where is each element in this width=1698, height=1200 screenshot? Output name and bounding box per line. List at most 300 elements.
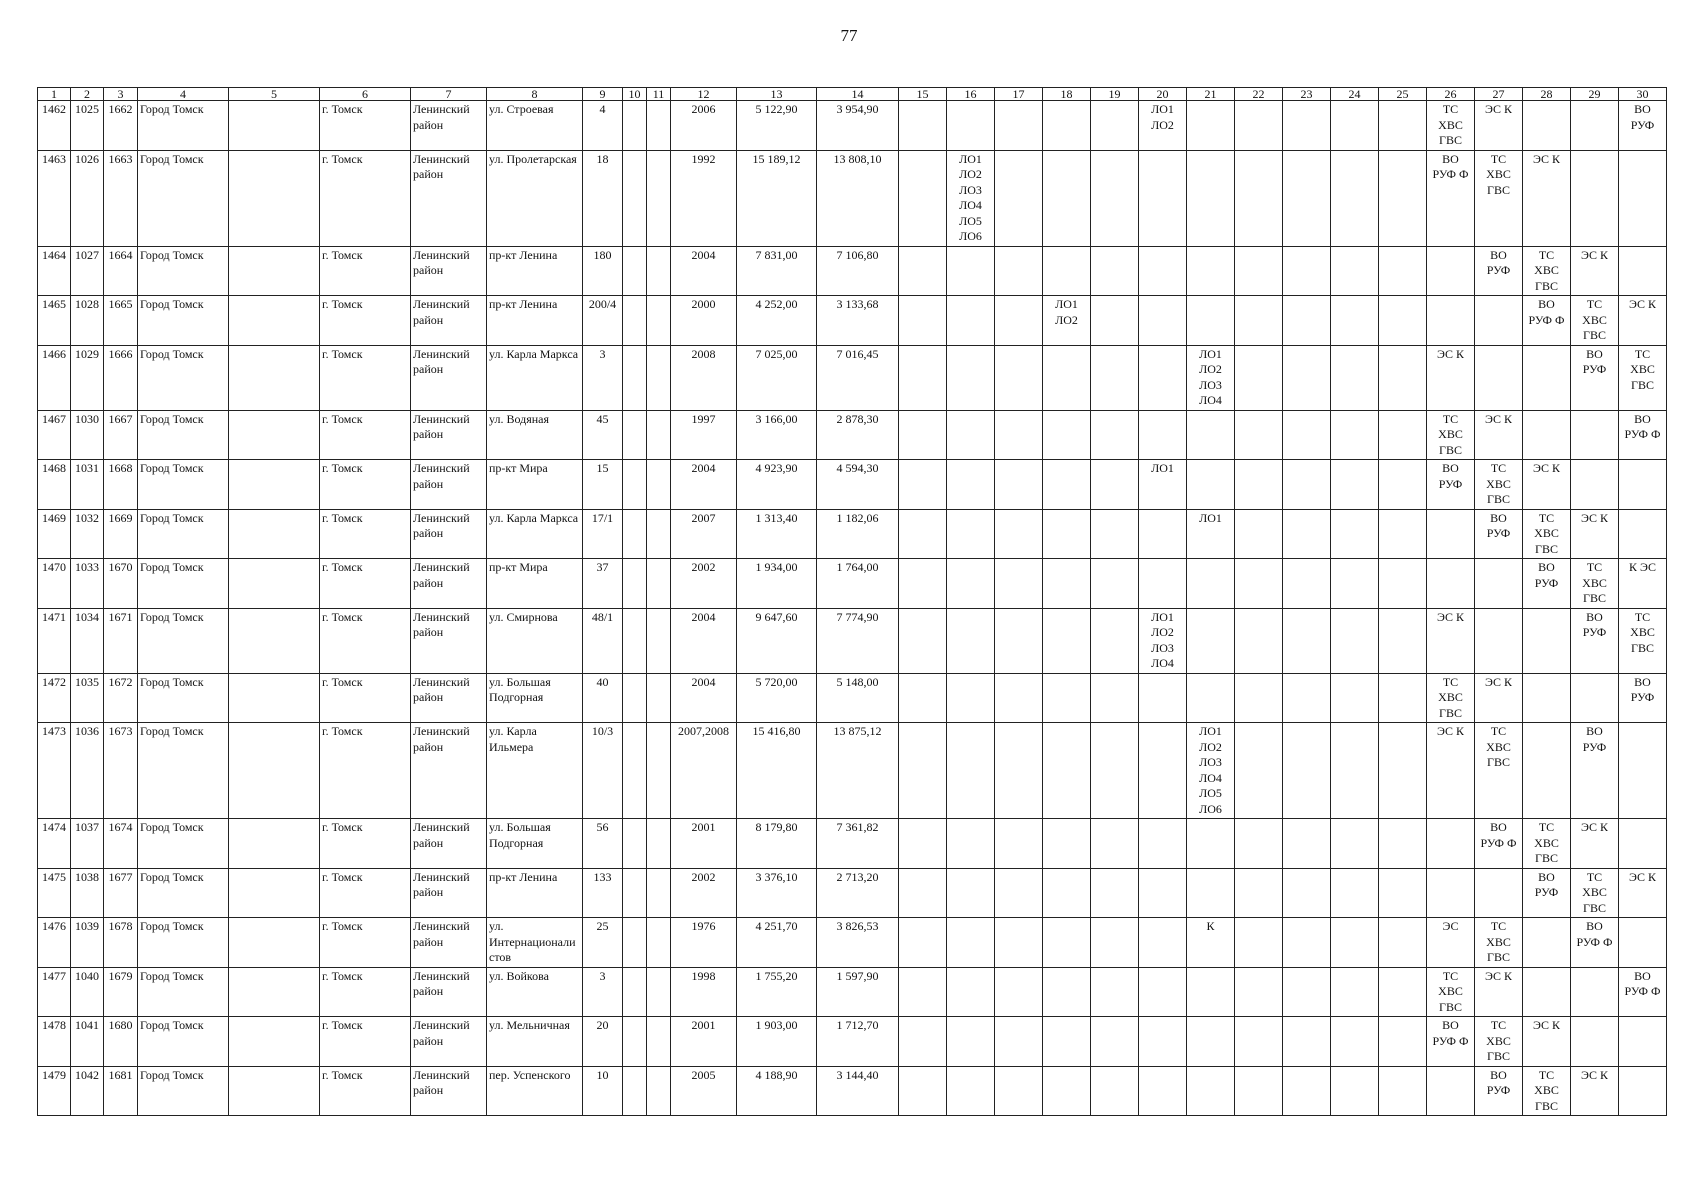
table-cell [1235,101,1283,151]
table-cell [1091,410,1139,460]
table-cell [647,559,671,609]
table-cell: ЛО1 ЛО2 ЛО3 ЛО4 ЛО5 ЛО6 [947,150,995,246]
table-cell [947,1066,995,1116]
column-number-row [38,88,1667,101]
table-cell [947,246,995,296]
column-header: 16 [947,88,995,101]
column-header: 10 [623,88,647,101]
table-cell [899,559,947,609]
table-cell: 2004 [671,673,737,723]
table-cell: 1 712,70 [817,1017,899,1067]
table-cell [1043,868,1091,918]
table-cell [947,819,995,869]
table-cell: ВО РУФ [1571,608,1619,673]
table-cell [1235,150,1283,246]
table-cell [229,101,320,151]
table-cell: ЛО1 [1139,460,1187,510]
table-cell [1187,967,1235,1017]
table-cell: Ленинский район [411,868,487,918]
table-cell [1379,819,1427,869]
table-cell [1331,296,1379,346]
table-cell: 1473 [38,723,71,819]
table-cell: 48/1 [583,608,623,673]
table-cell: 1668 [104,460,138,510]
table-cell [1619,918,1667,968]
column-header: 4 [138,88,229,101]
table-cell: ТС ХВС ГВС [1523,509,1571,559]
table-cell: ул. Карла Ильмера [487,723,583,819]
table-cell: ЭС К [1523,150,1571,246]
table-cell: 2002 [671,559,737,609]
table-cell [623,460,647,510]
column-header: 26 [1427,88,1475,101]
table-cell [995,101,1043,151]
table-cell: 1034 [71,608,104,673]
table-cell [1283,723,1331,819]
table-cell [1091,296,1139,346]
table-cell: ул. Водяная [487,410,583,460]
table-cell [899,246,947,296]
table-cell: 1669 [104,509,138,559]
table-cell [995,150,1043,246]
table-cell: 1038 [71,868,104,918]
table-cell: ТС ХВС ГВС [1523,246,1571,296]
table-cell [899,460,947,510]
table-cell [1235,460,1283,510]
table-cell: 1476 [38,918,71,968]
table-cell: 1462 [38,101,71,151]
table-cell: 1042 [71,1066,104,1116]
column-header: 15 [899,88,947,101]
table-cell [1379,608,1427,673]
table-cell [1283,918,1331,968]
table-cell: 45 [583,410,623,460]
table-cell [1379,967,1427,1017]
table-cell: 3 826,53 [817,918,899,968]
table-cell [1091,918,1139,968]
table-cell [1235,246,1283,296]
table-cell: ТС ХВС ГВС [1475,150,1523,246]
table-cell: 1671 [104,608,138,673]
table-cell: 56 [583,819,623,869]
table-cell: ЭС К [1619,296,1667,346]
table-cell: Город Томск [138,868,229,918]
table-cell: Город Томск [138,967,229,1017]
table-cell: ВО РУФ [1523,559,1571,609]
column-header: 23 [1283,88,1331,101]
table-cell [1379,345,1427,410]
table-cell [1139,868,1187,918]
table-cell [1091,1066,1139,1116]
table-cell: 5 720,00 [737,673,817,723]
table-cell [623,673,647,723]
table-cell: ТС ХВС ГВС [1571,559,1619,609]
table-cell: 1 934,00 [737,559,817,609]
column-header: 11 [647,88,671,101]
table-cell [995,723,1043,819]
table-cell: Город Томск [138,296,229,346]
table-cell: Город Томск [138,150,229,246]
table-cell: 1674 [104,819,138,869]
table-cell [1283,101,1331,151]
column-header: 17 [995,88,1043,101]
table-cell [1235,723,1283,819]
table-cell: Город Томск [138,723,229,819]
column-header: 25 [1379,88,1427,101]
table-cell [1283,868,1331,918]
table-cell: ВО РУФ [1523,868,1571,918]
table-cell: ТС ХВС ГВС [1427,101,1475,151]
table-cell: 3 [583,345,623,410]
table-cell: 2000 [671,296,737,346]
table-cell [1043,608,1091,673]
table-cell [1139,559,1187,609]
table-cell: 1478 [38,1017,71,1067]
table-cell [1091,868,1139,918]
table-cell [1379,918,1427,968]
table-cell: 1472 [38,673,71,723]
table-cell [1379,723,1427,819]
table-cell [995,509,1043,559]
table-cell [947,608,995,673]
table-cell: г. Томск [320,673,411,723]
table-cell [1235,345,1283,410]
table-cell: ВО РУФ [1475,1066,1523,1116]
column-header: 14 [817,88,899,101]
table-cell [623,509,647,559]
table-cell [1091,509,1139,559]
table-cell: ЛО1 [1187,509,1235,559]
table-cell [1091,150,1139,246]
table-cell: ЭС К [1475,967,1523,1017]
table-row [38,345,1667,410]
table-cell: ЭС К [1475,101,1523,151]
table-cell [1235,967,1283,1017]
table-cell [1379,460,1427,510]
table-cell: ул. Карла Маркса [487,345,583,410]
table-cell: 2001 [671,1017,737,1067]
table-cell [229,246,320,296]
table-cell: 1029 [71,345,104,410]
table-cell: 1679 [104,967,138,1017]
table-cell: 1035 [71,673,104,723]
table-cell: К ЭС [1619,559,1667,609]
table-cell: пр-кт Ленина [487,246,583,296]
table-cell [1139,246,1187,296]
table-cell [1523,918,1571,968]
table-cell [229,410,320,460]
table-cell: ВО РУФ Ф [1427,150,1475,246]
table-cell: Город Томск [138,608,229,673]
table-cell: 1463 [38,150,71,246]
table-cell [1043,673,1091,723]
table-cell: ЭС К [1571,819,1619,869]
table-cell: ВО РУФ [1619,101,1667,151]
table-cell: 1027 [71,246,104,296]
table-cell [647,1017,671,1067]
table-cell [1283,345,1331,410]
table-cell: 18 [583,150,623,246]
table-cell [1283,296,1331,346]
table-cell: 1471 [38,608,71,673]
table-cell: Ленинский район [411,1017,487,1067]
table-cell: 3 144,40 [817,1066,899,1116]
table-cell [1235,509,1283,559]
column-header: 7 [411,88,487,101]
table-cell [1235,868,1283,918]
table-cell [899,673,947,723]
table-cell [1235,673,1283,723]
table-cell: ТС ХВС ГВС [1571,868,1619,918]
table-cell: 15 189,12 [737,150,817,246]
table-cell: 1667 [104,410,138,460]
table-cell [1619,150,1667,246]
table-cell: Ленинский район [411,918,487,968]
table-cell: ТС ХВС ГВС [1475,1017,1523,1067]
table-row [38,460,1667,510]
table-cell: 1467 [38,410,71,460]
table-cell: ЛО1 ЛО2 [1139,101,1187,151]
table-row [38,918,1667,968]
table-cell [1523,723,1571,819]
table-cell [1139,673,1187,723]
table-cell: 3 954,90 [817,101,899,151]
table-cell [1283,559,1331,609]
table-cell [1283,460,1331,510]
table-cell: г. Томск [320,246,411,296]
table-cell [1379,509,1427,559]
table-cell: 1 764,00 [817,559,899,609]
table-cell [1283,819,1331,869]
table-cell [1379,673,1427,723]
table-row [38,723,1667,819]
table-cell: 1468 [38,460,71,510]
table-cell: 1680 [104,1017,138,1067]
table-cell: г. Томск [320,559,411,609]
table-row [38,559,1667,609]
table-cell [1523,608,1571,673]
table-cell [229,723,320,819]
table-cell: г. Томск [320,460,411,510]
table-cell [947,723,995,819]
table-cell [1331,1066,1379,1116]
table-cell [229,819,320,869]
table-cell [647,460,671,510]
table-cell: 2004 [671,608,737,673]
table-cell [1235,410,1283,460]
table-cell [899,1017,947,1067]
table-cell [1043,1066,1091,1116]
table-cell: 200/4 [583,296,623,346]
table-cell [1379,410,1427,460]
table-cell: 1 313,40 [737,509,817,559]
table-cell: 13 875,12 [817,723,899,819]
table-cell: 1 755,20 [737,967,817,1017]
table-cell [947,559,995,609]
table-cell [647,673,671,723]
table-cell [1523,967,1571,1017]
table-cell [1091,723,1139,819]
table-cell [1187,150,1235,246]
table-cell: г. Томск [320,868,411,918]
table-cell: Город Томск [138,819,229,869]
table-cell [947,918,995,968]
table-cell: пр-кт Ленина [487,868,583,918]
table-cell [899,723,947,819]
table-cell: 1677 [104,868,138,918]
table-cell [647,345,671,410]
table-cell: 1031 [71,460,104,510]
table-cell [1139,296,1187,346]
table-cell [1475,345,1523,410]
table-cell: ТС ХВС ГВС [1523,819,1571,869]
table-cell: 1028 [71,296,104,346]
table-cell: 1665 [104,296,138,346]
table-cell [623,296,647,346]
table-cell: г. Томск [320,296,411,346]
table-cell [1091,101,1139,151]
table-cell: г. Томск [320,918,411,968]
table-cell [623,868,647,918]
table-cell: 1976 [671,918,737,968]
table-cell [1331,410,1379,460]
table-cell: Ленинский район [411,296,487,346]
table-cell [1043,460,1091,510]
table-cell [1187,559,1235,609]
table-cell: 1474 [38,819,71,869]
table-cell: ВО РУФ Ф [1619,967,1667,1017]
table-cell: ТС ХВС ГВС [1475,723,1523,819]
table-cell: 8 179,80 [737,819,817,869]
table-cell [1331,918,1379,968]
table-cell: ЭС К [1571,246,1619,296]
table-cell [647,150,671,246]
table-cell [1187,868,1235,918]
table-cell: 3 [583,967,623,1017]
table-cell: ЭС К [1427,345,1475,410]
column-header: 30 [1619,88,1667,101]
table-cell: ВО РУФ [1571,345,1619,410]
table-cell [1043,509,1091,559]
table-cell [623,819,647,869]
table-cell [899,967,947,1017]
table-cell: ВО РУФ [1427,460,1475,510]
table-cell [647,246,671,296]
table-cell [1427,296,1475,346]
table-cell [1619,1066,1667,1116]
table-cell [1283,410,1331,460]
table-cell [947,967,995,1017]
table-cell [229,673,320,723]
table-cell [899,345,947,410]
table-cell [1283,967,1331,1017]
table-cell [1043,1017,1091,1067]
table-cell [1235,296,1283,346]
table-cell: Город Томск [138,918,229,968]
table-cell [1235,608,1283,673]
table-cell [623,1017,647,1067]
table-cell: 25 [583,918,623,968]
table-cell: г. Томск [320,150,411,246]
table-cell: 7 774,90 [817,608,899,673]
table-cell [229,1017,320,1067]
table-cell [1091,819,1139,869]
table-cell [1283,1066,1331,1116]
table-row [38,296,1667,346]
table-cell [947,509,995,559]
table-cell: ул. Интернационалистов [487,918,583,968]
table-cell: 10/3 [583,723,623,819]
table-cell: г. Томск [320,410,411,460]
column-header: 19 [1091,88,1139,101]
column-header: 12 [671,88,737,101]
table-cell [1235,1017,1283,1067]
table-cell [1187,673,1235,723]
table-cell [1331,509,1379,559]
table-cell [1619,819,1667,869]
table-cell: 13 808,10 [817,150,899,246]
table-cell [1379,1066,1427,1116]
table-cell [899,410,947,460]
table-cell: ВО РУФ Ф [1427,1017,1475,1067]
table-cell: ЭС [1427,918,1475,968]
table-cell [1043,101,1091,151]
table-cell: г. Томск [320,1017,411,1067]
table-cell [229,296,320,346]
table-cell: 7 016,45 [817,345,899,410]
table-cell: 1672 [104,673,138,723]
table-cell [899,296,947,346]
table-cell: 2004 [671,460,737,510]
table-cell: г. Томск [320,967,411,1017]
table-cell: пр-кт Мира [487,559,583,609]
table-cell: 15 416,80 [737,723,817,819]
table-cell: Город Томск [138,509,229,559]
table-cell [1187,1017,1235,1067]
table-cell: 1026 [71,150,104,246]
table-cell: 1681 [104,1066,138,1116]
table-cell [1427,868,1475,918]
table-cell: 3 376,10 [737,868,817,918]
table-cell: 1 182,06 [817,509,899,559]
table-cell [1331,608,1379,673]
table-cell [995,559,1043,609]
table-cell: 1039 [71,918,104,968]
table-cell: ТС ХВС ГВС [1475,460,1523,510]
table-cell [1091,673,1139,723]
table-cell [1571,1017,1619,1067]
table-cell: 4 251,70 [737,918,817,968]
table-cell [1331,150,1379,246]
table-cell: 20 [583,1017,623,1067]
table-cell [1043,723,1091,819]
table-cell: 4 923,90 [737,460,817,510]
table-cell [1235,559,1283,609]
table-cell [647,410,671,460]
table-cell: ул. Строевая [487,101,583,151]
table-cell: ул. Пролетарская [487,150,583,246]
column-header: 3 [104,88,138,101]
table-cell [1331,673,1379,723]
table-cell: 37 [583,559,623,609]
table-cell [1091,345,1139,410]
table-cell: ул. Большая Подгорная [487,819,583,869]
table-cell: ЭС К [1523,1017,1571,1067]
table-cell [647,608,671,673]
column-header: 20 [1139,88,1187,101]
table-cell [1043,918,1091,968]
table-cell: 1469 [38,509,71,559]
